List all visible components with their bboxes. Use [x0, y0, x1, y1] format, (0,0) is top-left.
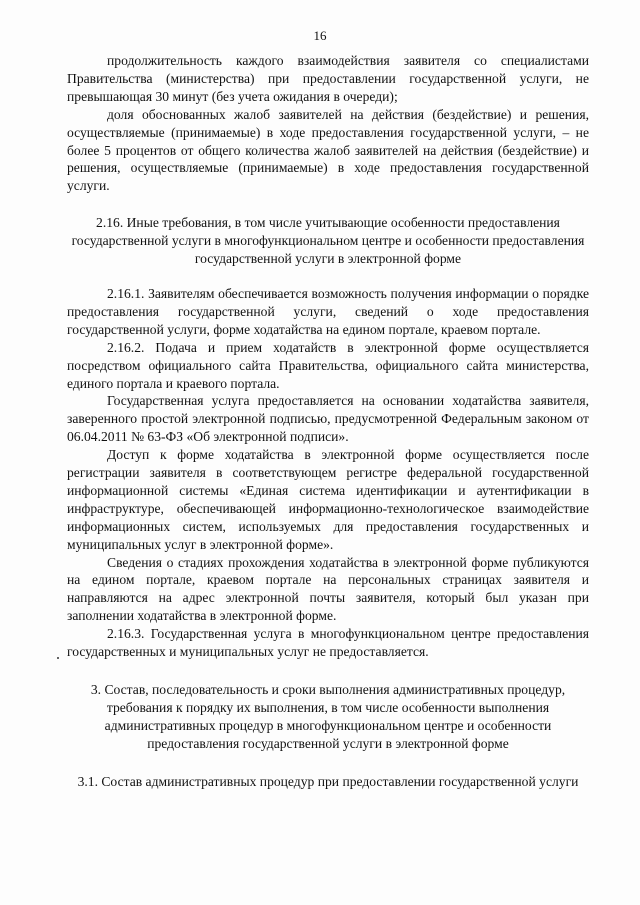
- page-number: 16: [313, 28, 327, 43]
- section-2-16-heading: 2.16. Иные требования, в том числе учитывающие особенности предоставления государственной услуги в многофункциональном центре и особенности предоставления государственной услуги в электронной форме: [71, 215, 585, 267]
- paragraph-form-access: Доступ к форме ходатайства в электронной форме осуществляется после регистрации заявителя в соответствующем регистре федеральной государственной информационной системы «Единая система идентификации и аутентификации в инфраструктуре, обеспечивающей информационно-технологическое взаимодействие информационных систем, используемых для предоставления государственных и муниципальных услуг в электронной форме».: [67, 447, 589, 552]
- section-3-heading: 3. Состав, последовательность и сроки выполнения административных процедур, требования к порядку их выполнения, в том числе особенности выполнения административных процедур в многофункциональном центре и особенности предоставления государственной услуги в электронной форме: [90, 682, 566, 751]
- paragraph-2-16-1: 2.16.1. Заявителям обеспечивается возможность получения информации о порядке предоставления государственной услуги, сведений о ходе предоставления государственной услуги, форме ходатайства на едином портале, краевом портале.: [67, 285, 589, 337]
- paragraph-2-16-3: 2.16.3. Государственная услуга в многофункциональном центре предоставления государственных и муниципальных услуг не предоставляется.: [67, 626, 589, 660]
- paragraph-status-info: Сведения о стадиях прохождения ходатайства в электронной форме публикуются на едином портале, краевом портале на персональных страницах заявителя и направляются на адрес электронной почты заявителя, который был указан при заполнении ходатайства в электронной форме.: [67, 554, 589, 624]
- section-3-1-heading: 3.1. Состав административных процедур при предоставлении государственной услуги: [77, 773, 579, 789]
- scan-speck: [57, 657, 59, 659]
- paragraph-interaction-duration: продолжительность каждого взаимодействия заявителя со специалистами Правительства (министерства) при предоставлении государственной услуги, не превышающая 30 минут (без учета ожидания в очереди);: [67, 53, 589, 104]
- paragraph-complaints-share: доля обоснованных жалоб заявителей на действия (бездействие) и решения, осуществляемые (принимаемые) в ходе предоставления государственной услуги, – не более 5 процентов от общего количества жалоб заявителей на действия (бездействие) и решения, осуществляемые (принимаемые) в ходе предоставления государственной услуги.: [67, 106, 589, 194]
- document-body: [67, 52, 589, 791]
- paragraph-electronic-signature: Государственная услуга предоставляется на основании ходатайства заявителя, заверенного простой электронной подписью, предусмотренной Федеральным законом от 06.04.2011 № 63-ФЗ «Об электронной подписи».: [67, 393, 589, 445]
- paragraph-2-16-2: 2.16.2. Подача и прием ходатайств в электронной форме осуществляется посредством официального сайта Правительства, официального сайта министерства, единого портала и краевого портала.: [67, 339, 589, 391]
